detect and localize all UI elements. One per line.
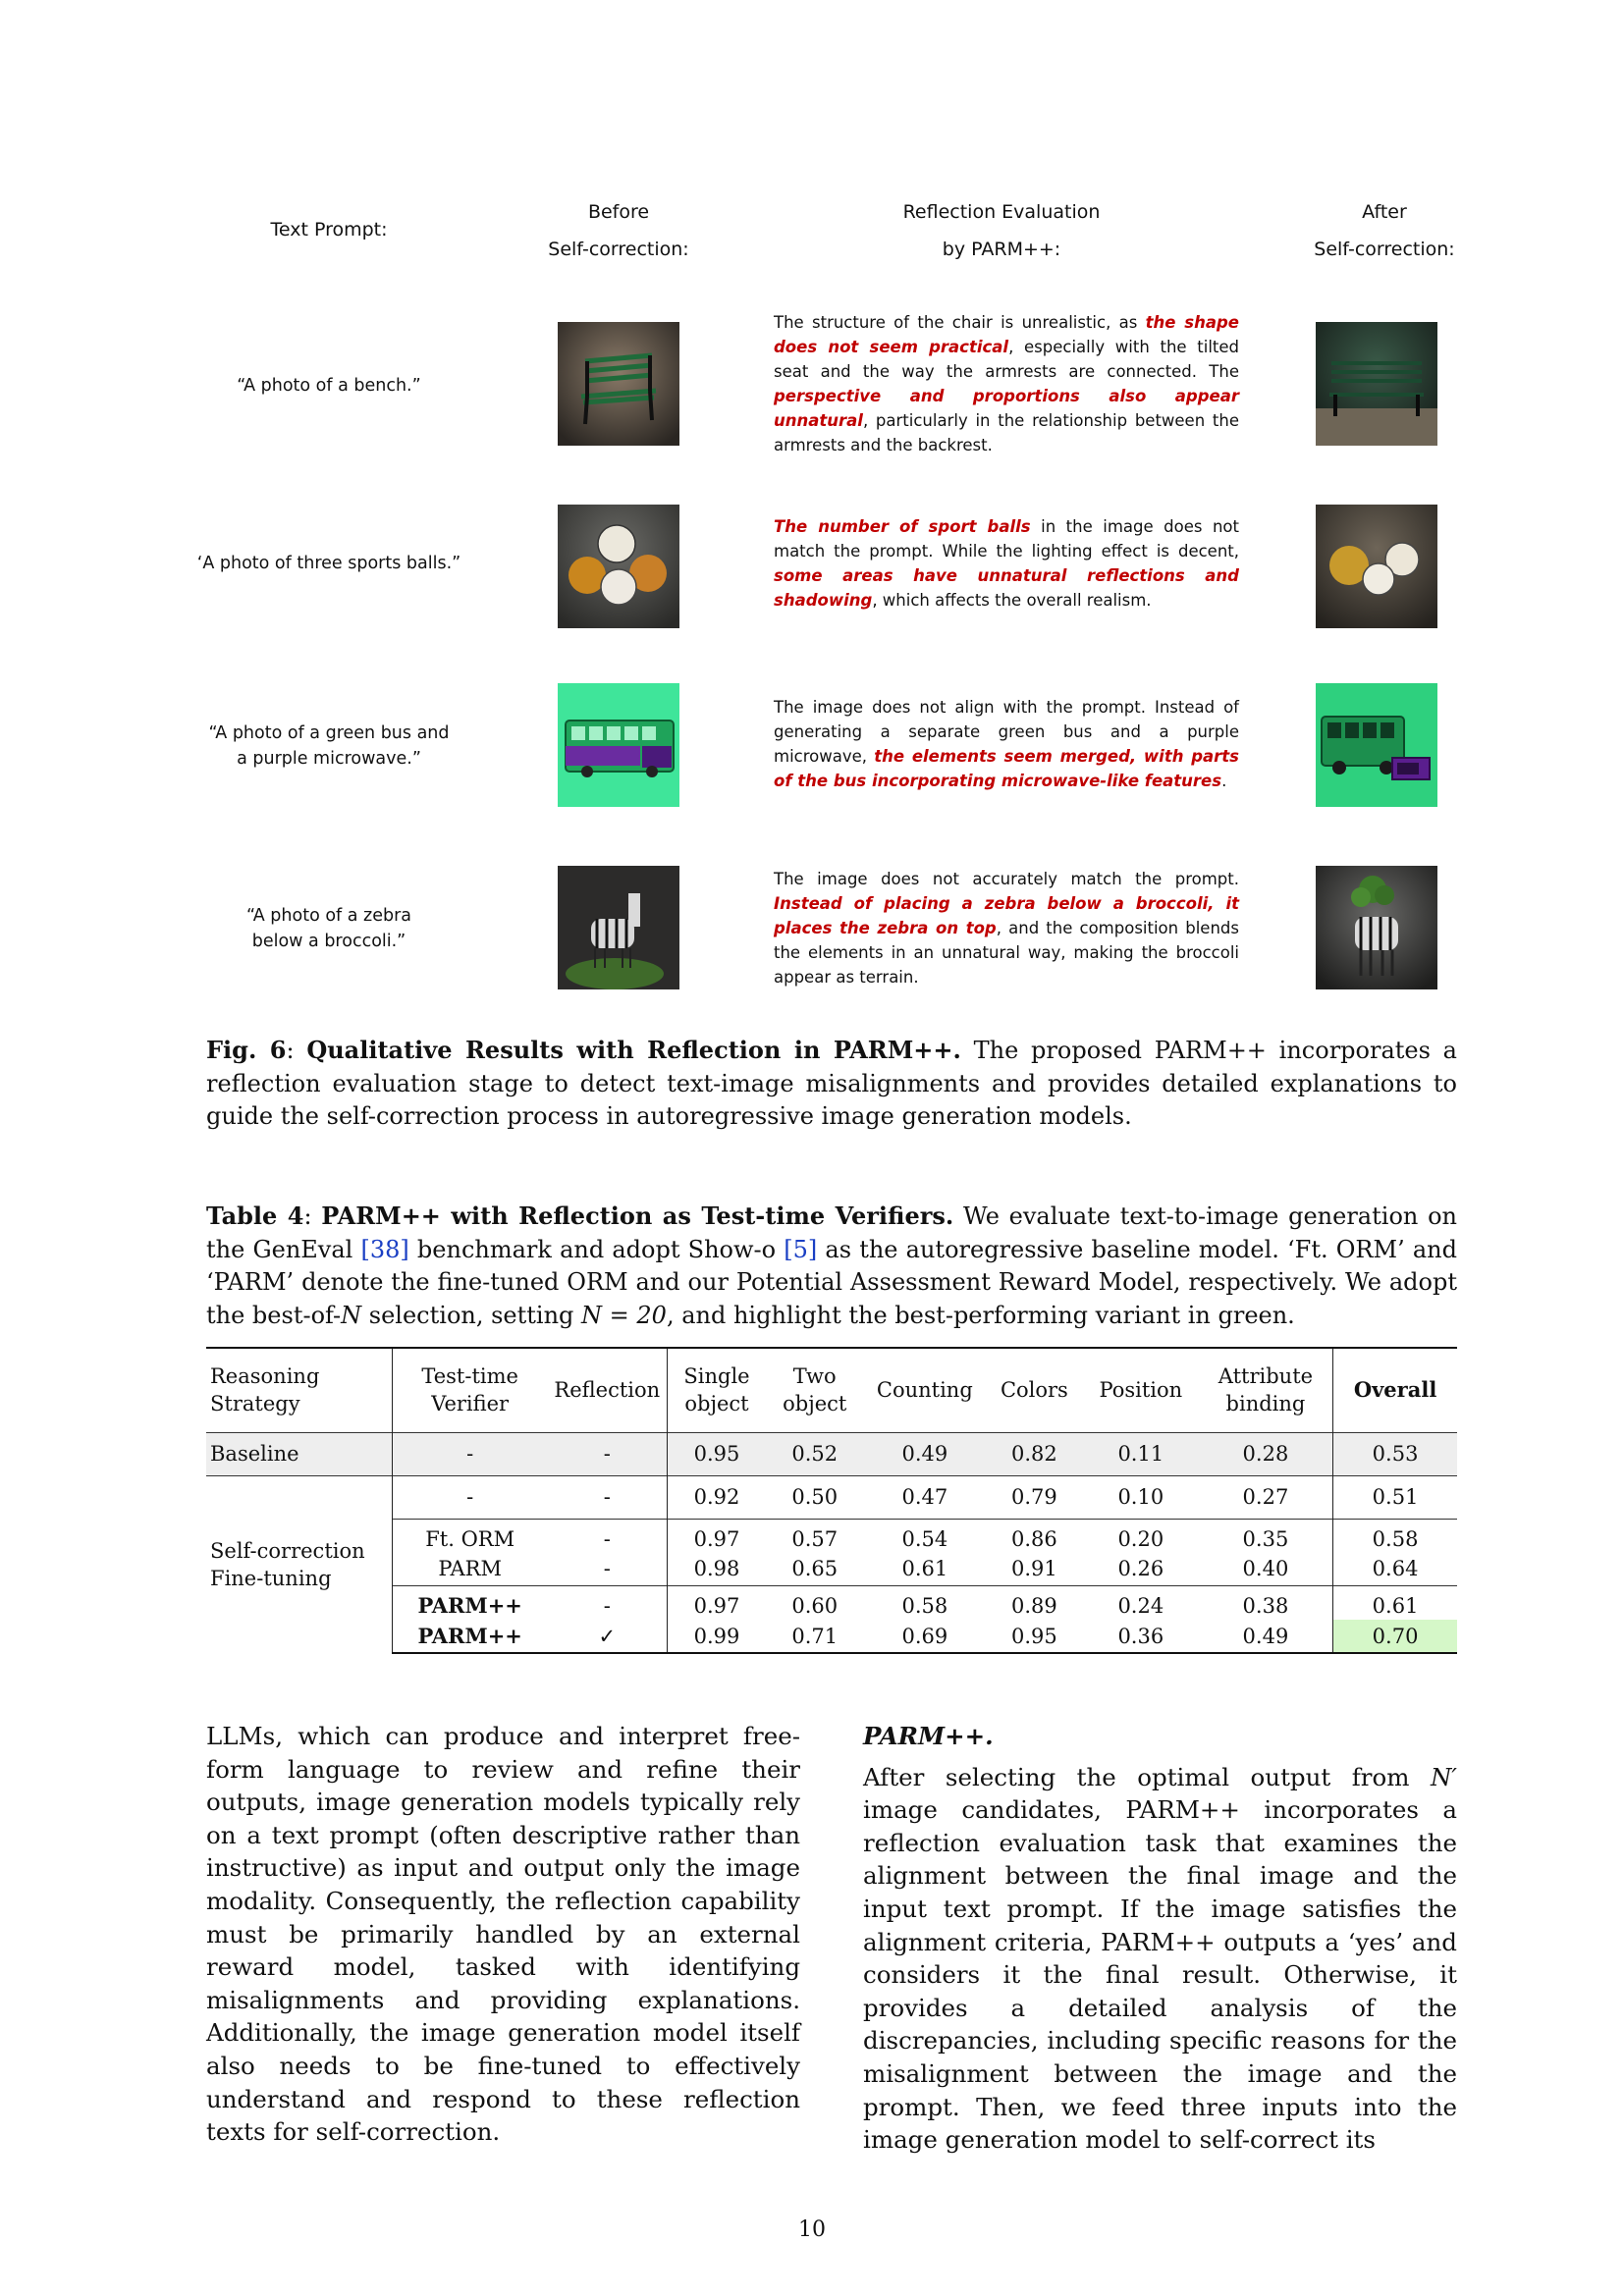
prompt-bench: “A photo of a bench.”	[237, 376, 421, 396]
table-4	[206, 1347, 1457, 1654]
cell-verifier: PARM++	[392, 1620, 547, 1653]
cell-verifier: PARM++	[392, 1586, 547, 1621]
cell-baseline-overall: 0.53	[1333, 1432, 1457, 1475]
cell-overall: 0.58	[1333, 1519, 1457, 1553]
cell-baseline-attribute: 0.28	[1199, 1432, 1333, 1475]
table-header-row	[206, 1348, 1457, 1432]
cell-value: 0.20	[1083, 1519, 1199, 1553]
section-heading-parm: PARM++.	[863, 1722, 994, 1750]
cell-value: 0.97	[668, 1519, 766, 1553]
cell-baseline-reflection: -	[547, 1432, 667, 1475]
cell-value: 0.40	[1199, 1553, 1333, 1586]
after-image-bus-microwave	[1316, 683, 1437, 807]
cell-baseline-strategy: Baseline	[206, 1432, 392, 1475]
after-image-zebra-broccoli	[1316, 866, 1437, 989]
cell-value: 0.35	[1199, 1519, 1333, 1553]
cell-baseline-single: 0.95	[668, 1432, 766, 1475]
cell-value: 0.49	[1199, 1620, 1333, 1653]
cell-value: 0.98	[693, 1557, 740, 1581]
cell-value: 0.99	[668, 1620, 766, 1653]
cell-value: 0.61	[901, 1557, 948, 1581]
cell-value: 0.24	[1083, 1586, 1199, 1621]
after-image-bench	[1316, 322, 1437, 446]
reflection-bench: The structure of the chair is unrealistic, as the shape does not seem practical, especially with the tilted seat and the way the armrests are connected. The perspective and proportions also appear unnatural, particularly in the relationship between the armrests and the backrest.	[774, 313, 1240, 454]
table-row-sc-1	[206, 1519, 1457, 1553]
before-image-bench	[558, 322, 679, 446]
cell-value: 0.36	[1083, 1620, 1199, 1653]
reflection-bus-microwave: The image does not align with the prompt. Instead of generating a separate green bus and a purple microwave, the elements seem merged, with parts of the bus incorporating microwave-like features.	[774, 698, 1239, 790]
table-row-sc-4	[206, 1620, 1457, 1653]
before-image-sports-balls	[558, 505, 679, 628]
reflection-sports-balls: The number of sport balls in the image does not match the prompt. While the lighting effect is decent, some areas have unnatural reflections and shadowing, which affects the overall realism.	[774, 517, 1239, 610]
header-reflection: Reflection	[547, 1348, 667, 1432]
cell-value: 0.65	[791, 1557, 839, 1581]
cell-value: 0.58	[864, 1586, 986, 1621]
cell-reflection: -	[547, 1475, 667, 1519]
cell-reflection: -	[547, 1553, 667, 1586]
header-two-object: Two object	[766, 1348, 864, 1432]
cell-self-correction-strategy: Self-correction Fine-tuning	[206, 1475, 392, 1653]
cell-reflection-checkmark: ✓	[547, 1620, 667, 1653]
cell-value: 0.27	[1199, 1475, 1333, 1519]
cell-value: 0.47	[864, 1475, 986, 1519]
cell-baseline-verifier: -	[392, 1432, 547, 1475]
right-column-text: PARM++. After selecting the optimal output from N′ image candidates, PARM++ incorporates a reflection evaluation task that examines the alignment between the final image and the input text prompt. If the image satisfies the alignment criteria, PARM++ outputs a ‘yes’ and considers it the final result. Otherwise, it provides a detailed analysis of the discrepancies, including specific reasons for the misalignment between the image and the prompt. Then, we feed three inputs into the image generation model to self-correct its	[863, 1722, 1457, 2155]
after-image-sports-balls	[1316, 505, 1437, 628]
table-row-baseline	[206, 1432, 1457, 1475]
cell-verifier: Ft. ORM	[392, 1519, 547, 1553]
cell-value: 0.26	[1117, 1557, 1164, 1581]
cell-value: 0.50	[766, 1475, 864, 1519]
cell-value: 0.86	[986, 1519, 1083, 1553]
cell-baseline-colors: 0.82	[986, 1432, 1083, 1475]
cell-reflection: -	[547, 1519, 667, 1553]
cell-reflection: -	[547, 1586, 667, 1621]
cell-overall-best: 0.70	[1333, 1620, 1457, 1653]
cell-baseline-counting: 0.49	[864, 1432, 986, 1475]
cell-value: 0.10	[1083, 1475, 1199, 1519]
cell-overall: 0.51	[1333, 1475, 1457, 1519]
cell-value: 0.97	[668, 1586, 766, 1621]
page-number: 10	[798, 2217, 826, 2242]
table-row-sc-0	[206, 1475, 1457, 1519]
cell-value: 0.91	[1011, 1557, 1057, 1581]
cell-verifier: -	[392, 1475, 547, 1519]
cell-value: 0.60	[766, 1586, 864, 1621]
header-single-object: Single object	[668, 1348, 766, 1432]
header-text-prompt: Text Prompt:	[270, 219, 388, 240]
prompt-sports-balls: ‘A photo of three sports balls.”	[196, 554, 461, 573]
table-row-sc-2	[206, 1553, 1457, 1586]
header-attribute-binding: Attribute binding	[1199, 1348, 1333, 1432]
left-column-text: LLMs, which can produce and interpret free-form language to review and refine their outputs, image generation models typically rely on a text prompt (often descriptive rather than instructive) as input and output only the image modality. Consequently, the reflection capability must be primarily handled by an external reward model, tasked with identifying misalignments and providing explanations. Additionally, the image generation model itself also needs to be fine-tuned to effectively understand and respond to these reflection texts for self-correction.	[206, 1722, 800, 2147]
prompt-bus-microwave: “A photo of a green bus and a purple microwave.”	[208, 723, 450, 769]
header-counting: Counting	[864, 1348, 986, 1432]
header-after: After Self-correction:	[1314, 201, 1455, 260]
header-position: Position	[1083, 1348, 1199, 1432]
cell-value: 0.92	[668, 1475, 766, 1519]
table-4-caption: Table 4: PARM++ with Reflection as Test-time Verifiers. We evaluate text-to-image generation on the GenEval [38] benchmark and adopt Show-o [5] as the autoregressive baseline model. ‘Ft. ORM’ and ‘PARM’ denote the fine-tuned ORM and our Potential Assessment Reward Model, respectively. We adopt the best-of-N selection, setting N = 20, and highlight the best-performing variant in green.	[206, 1201, 1457, 1329]
cell-overall: 0.64	[1372, 1557, 1419, 1581]
header-colors: Colors	[986, 1348, 1083, 1432]
cell-baseline-position: 0.11	[1083, 1432, 1199, 1475]
cell-value: 0.95	[986, 1620, 1083, 1653]
cell-value: 0.79	[986, 1475, 1083, 1519]
cell-value: 0.71	[766, 1620, 864, 1653]
table-row-sc-3	[206, 1586, 1457, 1621]
cell-verifier: PARM	[438, 1557, 502, 1581]
cell-value: 0.38	[1199, 1586, 1333, 1621]
cell-value: 0.89	[986, 1586, 1083, 1621]
cell-baseline-two: 0.52	[766, 1432, 864, 1475]
cell-overall: 0.61	[1333, 1586, 1457, 1621]
cell-value: 0.57	[766, 1519, 864, 1553]
header-overall: Overall	[1333, 1348, 1457, 1432]
cell-value: 0.69	[864, 1620, 986, 1653]
prompt-zebra-broccoli: “A photo of a zebra below a broccoli.”	[245, 906, 412, 951]
header-test-time-verifier: Test-time Verifier	[392, 1348, 547, 1432]
before-image-zebra-broccoli	[558, 866, 679, 989]
header-reflection: Reflection Evaluation by PARM++:	[902, 201, 1101, 260]
header-reasoning-strategy: Reasoning Strategy	[206, 1348, 392, 1432]
header-before: Before Self-correction:	[548, 201, 689, 260]
before-image-bus-microwave	[558, 683, 679, 807]
reflection-zebra-broccoli: The image does not accurately match the prompt. Instead of placing a zebra below a broccoli, it places the zebra on top, and the composition blends the elements in an unnatural way, making the broccoli appear as terrain.	[774, 870, 1239, 987]
figure-6-caption: Fig. 6: Qualitative Results with Reflection in PARM++. The proposed PARM++ incorporates a reflection evaluation stage to detect text-image misalignments and provides detailed explanations to guide the self-correction process in autoregressive image generation models.	[206, 1036, 1457, 1130]
cell-value: 0.54	[864, 1519, 986, 1553]
